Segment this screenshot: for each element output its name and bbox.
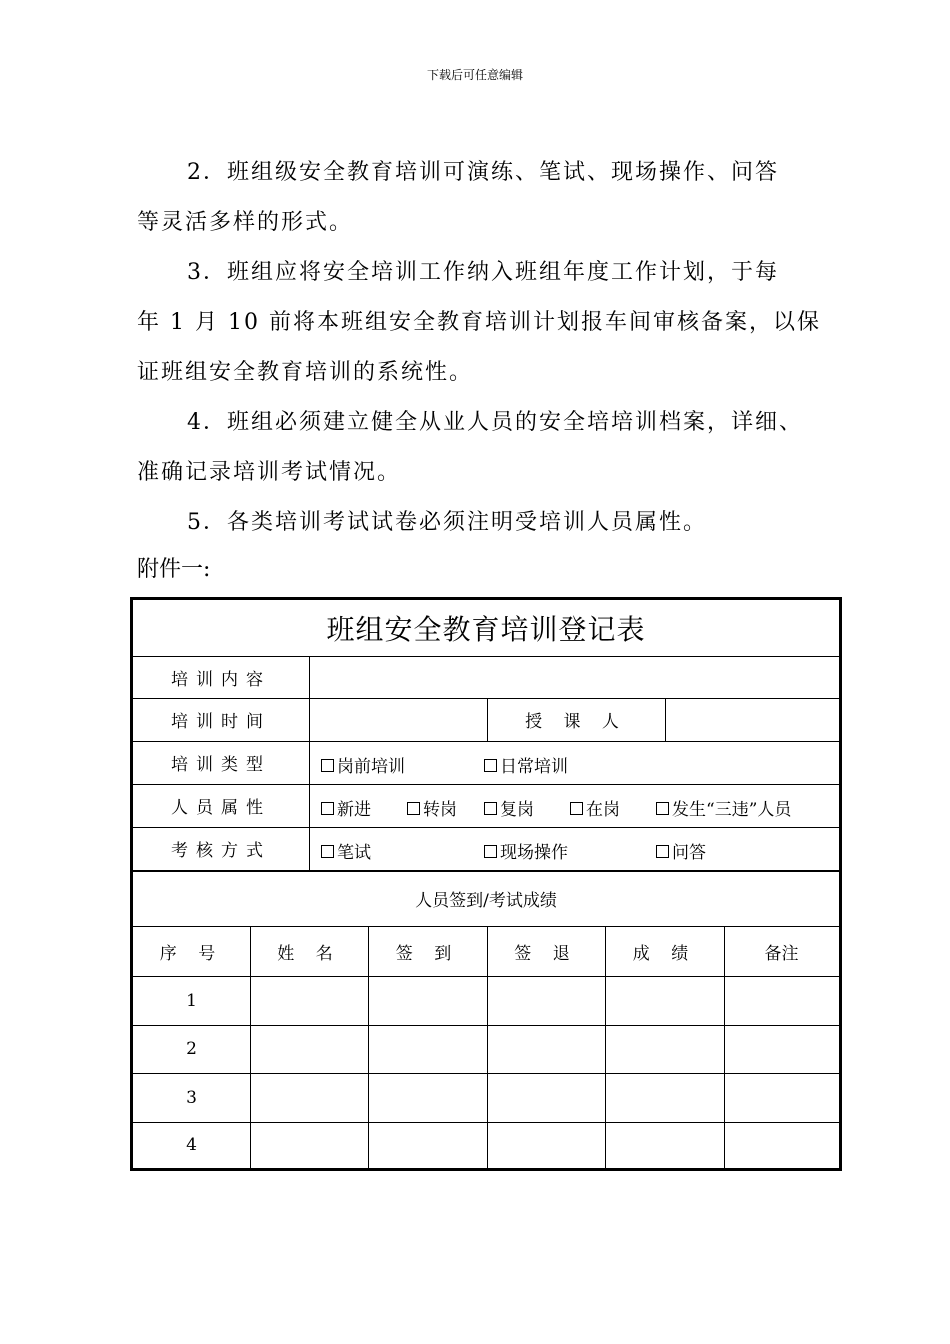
table-row-number: 4 (186, 1135, 197, 1155)
page-header: 下载后可任意编辑 (426, 68, 523, 82)
label-lecturer: 授 课 人 (525, 712, 627, 732)
attribute-option-violation[interactable]: 发生“三违”人员 (656, 795, 791, 820)
paragraph-4 (137, 398, 857, 498)
column-header-remarks: 备注 (764, 943, 799, 964)
attribute-option-on-duty[interactable]: 在岗 (570, 795, 620, 820)
attachment-label: 附件一: (137, 557, 211, 582)
paragraph-line: 3．班组应将安全培训工作纳入班组年度工作计划，于每 (187, 260, 779, 285)
checkbox-icon (484, 802, 497, 815)
training-content-field[interactable] (310, 657, 839, 698)
checkbox-icon (656, 845, 669, 858)
label-training-content: 培训内容 (171, 669, 271, 690)
label-personnel-attribute: 人员属性 (171, 798, 271, 818)
form-title: 班组安全教育培训登记表 (326, 613, 646, 646)
paragraph-5 (137, 498, 857, 548)
paragraph-line: 2．班组级安全教育培训可演练、笔试、现场操作、问答 (187, 160, 779, 185)
column-header-score: 成 绩 (632, 943, 697, 964)
paragraph-line: 准确记录培训考试情况。 (137, 460, 402, 485)
attribute-option-new[interactable]: 新进 (321, 795, 371, 820)
checkbox-icon (570, 802, 583, 815)
checkbox-icon (321, 845, 334, 858)
paragraph-line: 5．各类培训考试试卷必须注明受培训人员属性。 (187, 510, 707, 535)
column-header-name: 姓 名 (277, 943, 341, 964)
paragraph-line: 年 1 月 10 前将本班组安全教育培训计划报车间审核备案，以保 (137, 310, 821, 335)
column-header-sign-out: 签 退 (514, 943, 578, 964)
label-training-time: 培训时间 (171, 712, 271, 732)
column-header-number: 序 号 (159, 943, 224, 964)
column-header-sign-in: 签 到 (395, 943, 460, 964)
table-row-number: 3 (186, 1087, 197, 1108)
paragraph-line: 4．班组必须建立健全从业人员的安全培培训档案，详细、 (187, 410, 803, 435)
attribute-option-transfer[interactable]: 转岗 (407, 795, 457, 820)
attribute-option-return[interactable]: 复岗 (484, 795, 534, 820)
checkbox-icon (407, 802, 420, 815)
table-row-number: 1 (186, 990, 197, 1011)
assessment-option-on-site[interactable]: 现场操作 (484, 838, 568, 863)
training-time-field[interactable] (310, 699, 487, 741)
lecturer-field[interactable] (666, 699, 839, 741)
type-option-routine[interactable]: 日常培训 (484, 752, 568, 777)
assessment-option-written[interactable]: 笔试 (321, 838, 371, 863)
label-assessment-method: 考核方式 (171, 841, 271, 861)
section-title: 人员签到/考试成绩 (415, 891, 557, 911)
checkbox-icon (321, 802, 334, 815)
checkbox-icon (321, 759, 334, 772)
checkbox-icon (484, 759, 497, 772)
assessment-option-qa[interactable]: 问答 (656, 838, 706, 863)
table-row-number: 2 (186, 1039, 197, 1059)
type-option-pre-job[interactable]: 岗前培训 (321, 752, 405, 777)
paragraph-3 (137, 248, 857, 398)
paragraph-line: 等灵活多样的形式。 (137, 210, 354, 235)
label-training-type: 培训类型 (171, 755, 271, 775)
checkbox-icon (484, 845, 497, 858)
paragraph-2 (137, 148, 857, 248)
paragraph-line: 证班组安全教育培训的系统性。 (137, 360, 474, 385)
checkbox-icon (656, 802, 669, 815)
training-register-table (130, 597, 842, 1171)
